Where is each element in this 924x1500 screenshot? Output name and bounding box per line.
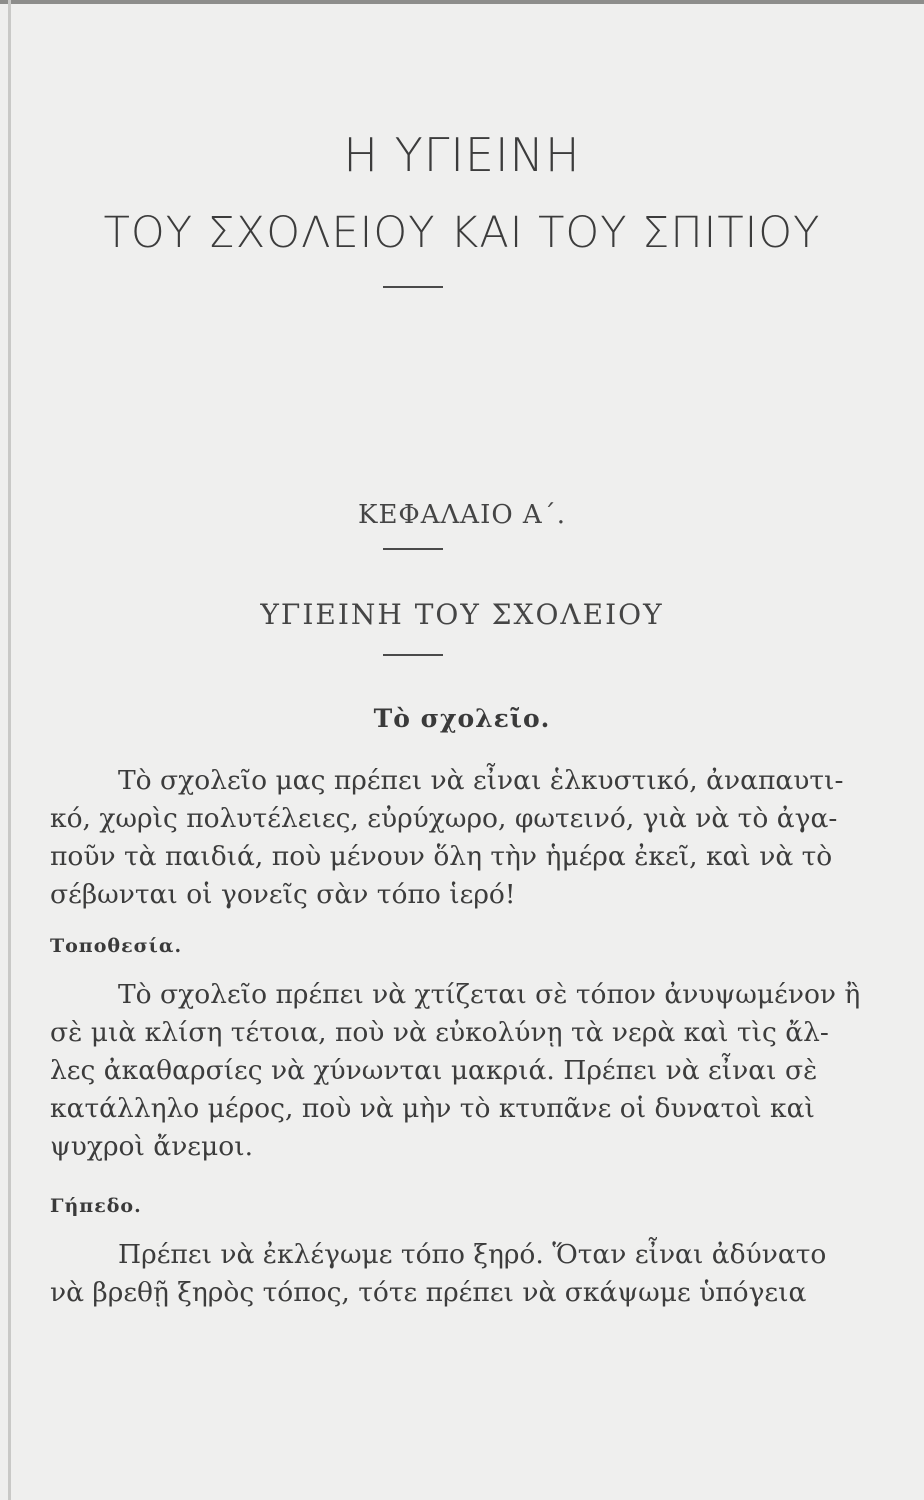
subheading-location: Τοποθεσία. xyxy=(50,935,183,957)
text-line: Πρέπει νὰ ἐκλέγωμε τόπο ξηρό. Ὅταν εἶναι ἀδύνατο xyxy=(118,1239,827,1270)
chapter-divider xyxy=(383,548,443,550)
text-line: κατάλληλο μέρος, ποὺ νὰ μὴν τὸ κτυπᾶνε οἱ δυνατοὶ καὶ xyxy=(50,1093,815,1124)
section-heading: Τὸ σχολεῖο. xyxy=(373,704,551,733)
chapter-title: ΥΓΙΕΙΝΗ ΤΟΥ ΣΧΟΛΕΙΟΥ xyxy=(260,598,664,631)
paragraph-location xyxy=(50,976,861,1166)
text-line: Τὸ σχολεῖο πρέπει νὰ χτίζεται σὲ τόπον ἀνυψωμένον ἢ xyxy=(118,979,861,1010)
text-line: ποῦν τὰ παιδιά, ποὺ μένουν ὅλη τὴν ἡμέρα ἐκεῖ, καὶ νὰ τὸ xyxy=(50,841,833,872)
page-top-edge xyxy=(0,0,924,4)
book-title-line2: ΤΟΥ ΣΧΟΛΕΙΟΥ ΚΑΙ ΤΟΥ ΣΠΙΤΙΟΥ xyxy=(103,208,821,258)
subheading-ground: Γήπεδο. xyxy=(50,1195,142,1217)
chapter-label: ΚΕΦΑΛΑΙΟ Α΄. xyxy=(358,500,566,530)
text-line: Τὸ σχολεῖο μας πρέπει νὰ εἶναι ἑλκυστικό, ἀναπαυτι- xyxy=(118,765,844,796)
chapter-title-divider xyxy=(383,654,443,656)
book-title-line1: Η ΥΓΙΕΙΝΗ xyxy=(343,128,581,182)
text-line: λες ἀκαθαρσίες νὰ χύνωνται μακριά. Πρέπει νὰ εἶναι σὲ xyxy=(50,1055,818,1086)
title-divider xyxy=(383,286,443,288)
text-line: κό, χωρὶς πολυτέλειες, εὐρύχωρο, φωτεινό, γιὰ νὰ τὸ ἀγα- xyxy=(50,803,838,834)
text-line: ψυχροὶ ἄνεμοι. xyxy=(50,1131,254,1162)
paragraph-school xyxy=(50,762,844,914)
text-line: σέβωνται οἱ γονεῖς σὰν τόπο ἱερό! xyxy=(50,879,516,910)
text-line: σὲ μιὰ κλίση τέτοια, ποὺ νὰ εὐκολύνῃ τὰ νερὰ καὶ τὶς ἄλ- xyxy=(50,1017,829,1048)
paragraph-ground xyxy=(50,1236,827,1312)
text-line: νὰ βρεθῇ ξηρὸς τόπος, τότε πρέπει νὰ σκάψωμε ὑπόγεια xyxy=(50,1277,807,1308)
